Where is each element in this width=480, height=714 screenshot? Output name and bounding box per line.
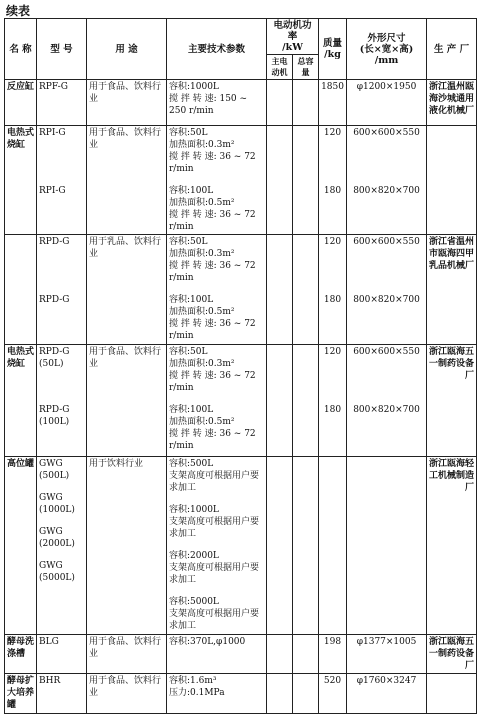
dimensions-value bbox=[349, 458, 424, 482]
mass-value: 198 bbox=[323, 637, 342, 647]
header-power-main: 主电动机 bbox=[267, 55, 293, 80]
row-gap bbox=[39, 394, 84, 404]
cell-model bbox=[37, 345, 87, 457]
cell-model bbox=[37, 457, 87, 635]
cell-power-main bbox=[267, 674, 293, 714]
mass-value: 120 bbox=[323, 128, 342, 138]
cell-dims bbox=[347, 674, 427, 714]
header-maker: 生 产 厂 bbox=[427, 19, 477, 80]
cell-power-main bbox=[267, 126, 293, 235]
header-dims bbox=[347, 19, 427, 80]
cell-power-total bbox=[293, 80, 319, 126]
header-mass bbox=[319, 19, 347, 80]
cell-params bbox=[167, 80, 267, 126]
dimensions-value: 800×820×700 bbox=[353, 295, 420, 305]
cell-dims bbox=[347, 126, 427, 235]
cell-maker bbox=[427, 235, 477, 345]
table-body bbox=[5, 80, 477, 714]
model-number: BLG bbox=[39, 637, 59, 647]
cell-maker bbox=[427, 635, 477, 674]
row-gap bbox=[321, 284, 344, 294]
manufacturer: 浙江瓯海五一制药设备厂 bbox=[429, 347, 475, 381]
row-gap bbox=[39, 550, 84, 560]
cell-params bbox=[167, 345, 267, 457]
row-gap bbox=[349, 550, 424, 560]
equipment-name: 酵母洗涤槽 bbox=[7, 637, 35, 659]
equipment-name: 电热式烧缸 bbox=[7, 128, 35, 150]
row-gap bbox=[169, 284, 264, 294]
table-row bbox=[5, 674, 477, 714]
cell-name bbox=[5, 80, 37, 126]
header-power bbox=[267, 19, 319, 55]
mass-value: 520 bbox=[323, 676, 342, 686]
cell-dims bbox=[347, 635, 427, 674]
cell-mass bbox=[319, 345, 347, 457]
cell-usage bbox=[87, 345, 167, 457]
table-row bbox=[5, 457, 477, 635]
manufacturer: 浙江温州瓯海沙城通用液化机械厂 bbox=[429, 82, 475, 116]
model-number: BHR bbox=[39, 676, 61, 686]
cell-name bbox=[5, 635, 37, 674]
header-name: 名 称 bbox=[5, 19, 37, 80]
row-gap bbox=[349, 394, 424, 404]
cell-usage bbox=[87, 235, 167, 345]
manufacturer: 浙江瓯海五一制药设备厂 bbox=[429, 637, 475, 671]
cell-name bbox=[5, 674, 37, 714]
cell-name bbox=[5, 345, 37, 457]
cell-usage bbox=[87, 80, 167, 126]
row-gap bbox=[169, 586, 264, 596]
model-number: RPD-G (50L) bbox=[39, 347, 70, 369]
row-gap bbox=[39, 284, 84, 294]
row-gap bbox=[39, 482, 84, 492]
mass-value: 1850 bbox=[321, 82, 344, 92]
cell-usage bbox=[87, 457, 167, 635]
row-gap bbox=[39, 516, 84, 526]
equipment-usage: 用于食品、饮料行业 bbox=[89, 637, 162, 659]
equipment-name: 高位罐 bbox=[7, 459, 35, 469]
mass-value bbox=[321, 492, 344, 516]
model-number: RPI-G bbox=[39, 186, 66, 196]
cell-power-total bbox=[293, 635, 319, 674]
equipment-usage: 用于食品、饮料行业 bbox=[89, 128, 162, 150]
cell-mass bbox=[319, 457, 347, 635]
row-gap bbox=[349, 482, 424, 492]
model-number: RPF-G bbox=[39, 82, 68, 92]
header-params: 主要技术参数 bbox=[167, 19, 267, 80]
mass-value: 180 bbox=[323, 186, 342, 196]
row-gap bbox=[349, 175, 424, 185]
header-mass-label: 质量 /kg bbox=[323, 38, 343, 60]
technical-params: 容积:5000L 支架高度可根据用户要求加工 bbox=[169, 597, 260, 631]
model-number: GWG (2000L) bbox=[39, 527, 75, 549]
cell-maker bbox=[427, 674, 477, 714]
mass-value bbox=[321, 458, 344, 482]
cell-name bbox=[5, 457, 37, 635]
cell-params bbox=[167, 126, 267, 235]
cell-mass bbox=[319, 674, 347, 714]
cell-model bbox=[37, 635, 87, 674]
row-gap bbox=[39, 175, 84, 185]
cell-maker bbox=[427, 457, 477, 635]
header-power-label: 电动机功率 /kW bbox=[273, 20, 312, 53]
cell-power-total bbox=[293, 457, 319, 635]
row-gap bbox=[169, 494, 264, 504]
cell-params bbox=[167, 635, 267, 674]
mass-value bbox=[321, 560, 344, 584]
row-gap bbox=[169, 175, 264, 185]
cell-power-total bbox=[293, 126, 319, 235]
cell-power-main bbox=[267, 80, 293, 126]
cell-usage bbox=[87, 674, 167, 714]
row-gap bbox=[321, 482, 344, 492]
model-number: RPD-G bbox=[39, 295, 70, 305]
cell-dims bbox=[347, 345, 427, 457]
header-power-total: 总容量 bbox=[293, 55, 319, 80]
dimensions-value: 800×820×700 bbox=[353, 405, 420, 415]
cell-name bbox=[5, 235, 37, 345]
mass-value: 180 bbox=[323, 405, 342, 415]
continued-heading: 续表 bbox=[6, 4, 31, 18]
table-row bbox=[5, 126, 477, 235]
dimensions-value: 600×600×550 bbox=[353, 128, 420, 138]
equipment-table bbox=[4, 18, 477, 714]
cell-params bbox=[167, 457, 267, 635]
table-row bbox=[5, 80, 477, 126]
technical-params: 容积:100L 加热面积:0.5m² 搅 拌 转 速: 36 ~ 72 r/min bbox=[169, 186, 256, 232]
cell-params bbox=[167, 235, 267, 345]
table-row bbox=[5, 345, 477, 457]
technical-params: 容积:1.6m³ 压力:0.1MPa bbox=[169, 676, 225, 698]
cell-dims bbox=[347, 235, 427, 345]
row-gap bbox=[169, 540, 264, 550]
cell-params bbox=[167, 674, 267, 714]
model-number: RPI-G bbox=[39, 128, 66, 138]
technical-params: 容积:370L,φ1000 bbox=[169, 637, 246, 647]
equipment-name: 反应缸 bbox=[7, 82, 35, 92]
cell-power-total bbox=[293, 674, 319, 714]
cell-maker bbox=[427, 126, 477, 235]
cell-power-main bbox=[267, 235, 293, 345]
equipment-usage: 用于食品、饮料行业 bbox=[89, 676, 162, 698]
cell-power-total bbox=[293, 345, 319, 457]
row-gap bbox=[349, 284, 424, 294]
dimensions-value bbox=[349, 492, 424, 516]
technical-params: 容积:100L 加热面积:0.5m² 搅 拌 转 速: 36 ~ 72 r/min bbox=[169, 295, 256, 341]
cell-model bbox=[37, 235, 87, 345]
mass-value: 120 bbox=[323, 237, 342, 247]
cell-dims bbox=[347, 80, 427, 126]
cell-model bbox=[37, 80, 87, 126]
header-dims-label: 外形尺寸 (长×宽×高) /mm bbox=[359, 32, 414, 66]
cell-dims bbox=[347, 457, 427, 635]
cell-model bbox=[37, 126, 87, 235]
cell-power-main bbox=[267, 457, 293, 635]
cell-mass bbox=[319, 235, 347, 345]
equipment-name: 酵母扩大培养罐 bbox=[7, 676, 35, 710]
cell-maker bbox=[427, 345, 477, 457]
header-model: 型 号 bbox=[37, 19, 87, 80]
mass-value: 120 bbox=[323, 347, 342, 357]
mass-value bbox=[321, 526, 344, 550]
dimensions-value: 600×600×550 bbox=[353, 237, 420, 247]
technical-params: 容积:50L 加热面积:0.3m² 搅 拌 转 速: 36 ~ 72 r/min bbox=[169, 237, 256, 283]
cell-usage bbox=[87, 126, 167, 235]
cell-usage bbox=[87, 635, 167, 674]
row-gap bbox=[321, 516, 344, 526]
row-gap bbox=[169, 394, 264, 404]
cell-maker bbox=[427, 80, 477, 126]
dimensions-value: 800×820×700 bbox=[353, 186, 420, 196]
header-usage: 用 途 bbox=[87, 19, 167, 80]
equipment-usage: 用于乳品、饮料行业 bbox=[89, 237, 162, 259]
dimensions-value bbox=[349, 526, 424, 550]
cell-model bbox=[37, 674, 87, 714]
technical-params: 容积:100L 加热面积:0.5m² 搅 拌 转 速: 36 ~ 72 r/min bbox=[169, 405, 256, 451]
technical-params: 容积:1000L 搅 拌 转 速: 150 ~ 250 r/min bbox=[169, 82, 248, 116]
technical-params: 容积:1000L 支架高度可根据用户要求加工 bbox=[169, 505, 260, 539]
manufacturer: 浙江瓯海轻工机械制造厂 bbox=[429, 459, 475, 493]
dimensions-value bbox=[349, 560, 424, 584]
model-number: GWG (500L) bbox=[39, 459, 70, 481]
dimensions-value: φ1200×1950 bbox=[356, 82, 417, 92]
technical-params: 容积:500L 支架高度可根据用户要求加工 bbox=[169, 459, 260, 493]
dimensions-value: φ1760×3247 bbox=[356, 676, 417, 686]
equipment-usage: 用于食品、饮料行业 bbox=[89, 347, 162, 369]
cell-mass bbox=[319, 635, 347, 674]
table-row bbox=[5, 235, 477, 345]
dimensions-value: 600×600×550 bbox=[353, 347, 420, 357]
row-gap bbox=[321, 175, 344, 185]
equipment-name: 电热式烧缸 bbox=[7, 347, 35, 369]
cell-name bbox=[5, 126, 37, 235]
technical-params: 容积:50L 加热面积:0.3m² 搅 拌 转 速: 36 ~ 72 r/min bbox=[169, 128, 256, 174]
cell-power-main bbox=[267, 345, 293, 457]
cell-power-total bbox=[293, 235, 319, 345]
model-number: RPD-G (100L) bbox=[39, 405, 70, 427]
dimensions-value: φ1377×1005 bbox=[356, 637, 417, 647]
cell-mass bbox=[319, 126, 347, 235]
model-number: RPD-G bbox=[39, 237, 70, 247]
row-gap bbox=[321, 550, 344, 560]
model-number: GWG (1000L) bbox=[39, 493, 75, 515]
row-gap bbox=[349, 516, 424, 526]
model-number: GWG (5000L) bbox=[39, 561, 75, 583]
cell-mass bbox=[319, 80, 347, 126]
manufacturer: 浙江省温州市瓯海四甲乳品机械厂 bbox=[429, 237, 475, 271]
technical-params: 容积:50L 加热面积:0.3m² 搅 拌 转 速: 36 ~ 72 r/min bbox=[169, 347, 256, 393]
equipment-usage: 用于饮料行业 bbox=[89, 459, 144, 469]
cell-power-main bbox=[267, 635, 293, 674]
equipment-usage: 用于食品、饮料行业 bbox=[89, 82, 162, 104]
row-gap bbox=[321, 394, 344, 404]
technical-params: 容积:2000L 支架高度可根据用户要求加工 bbox=[169, 551, 260, 585]
table-row bbox=[5, 635, 477, 674]
mass-value: 180 bbox=[323, 295, 342, 305]
